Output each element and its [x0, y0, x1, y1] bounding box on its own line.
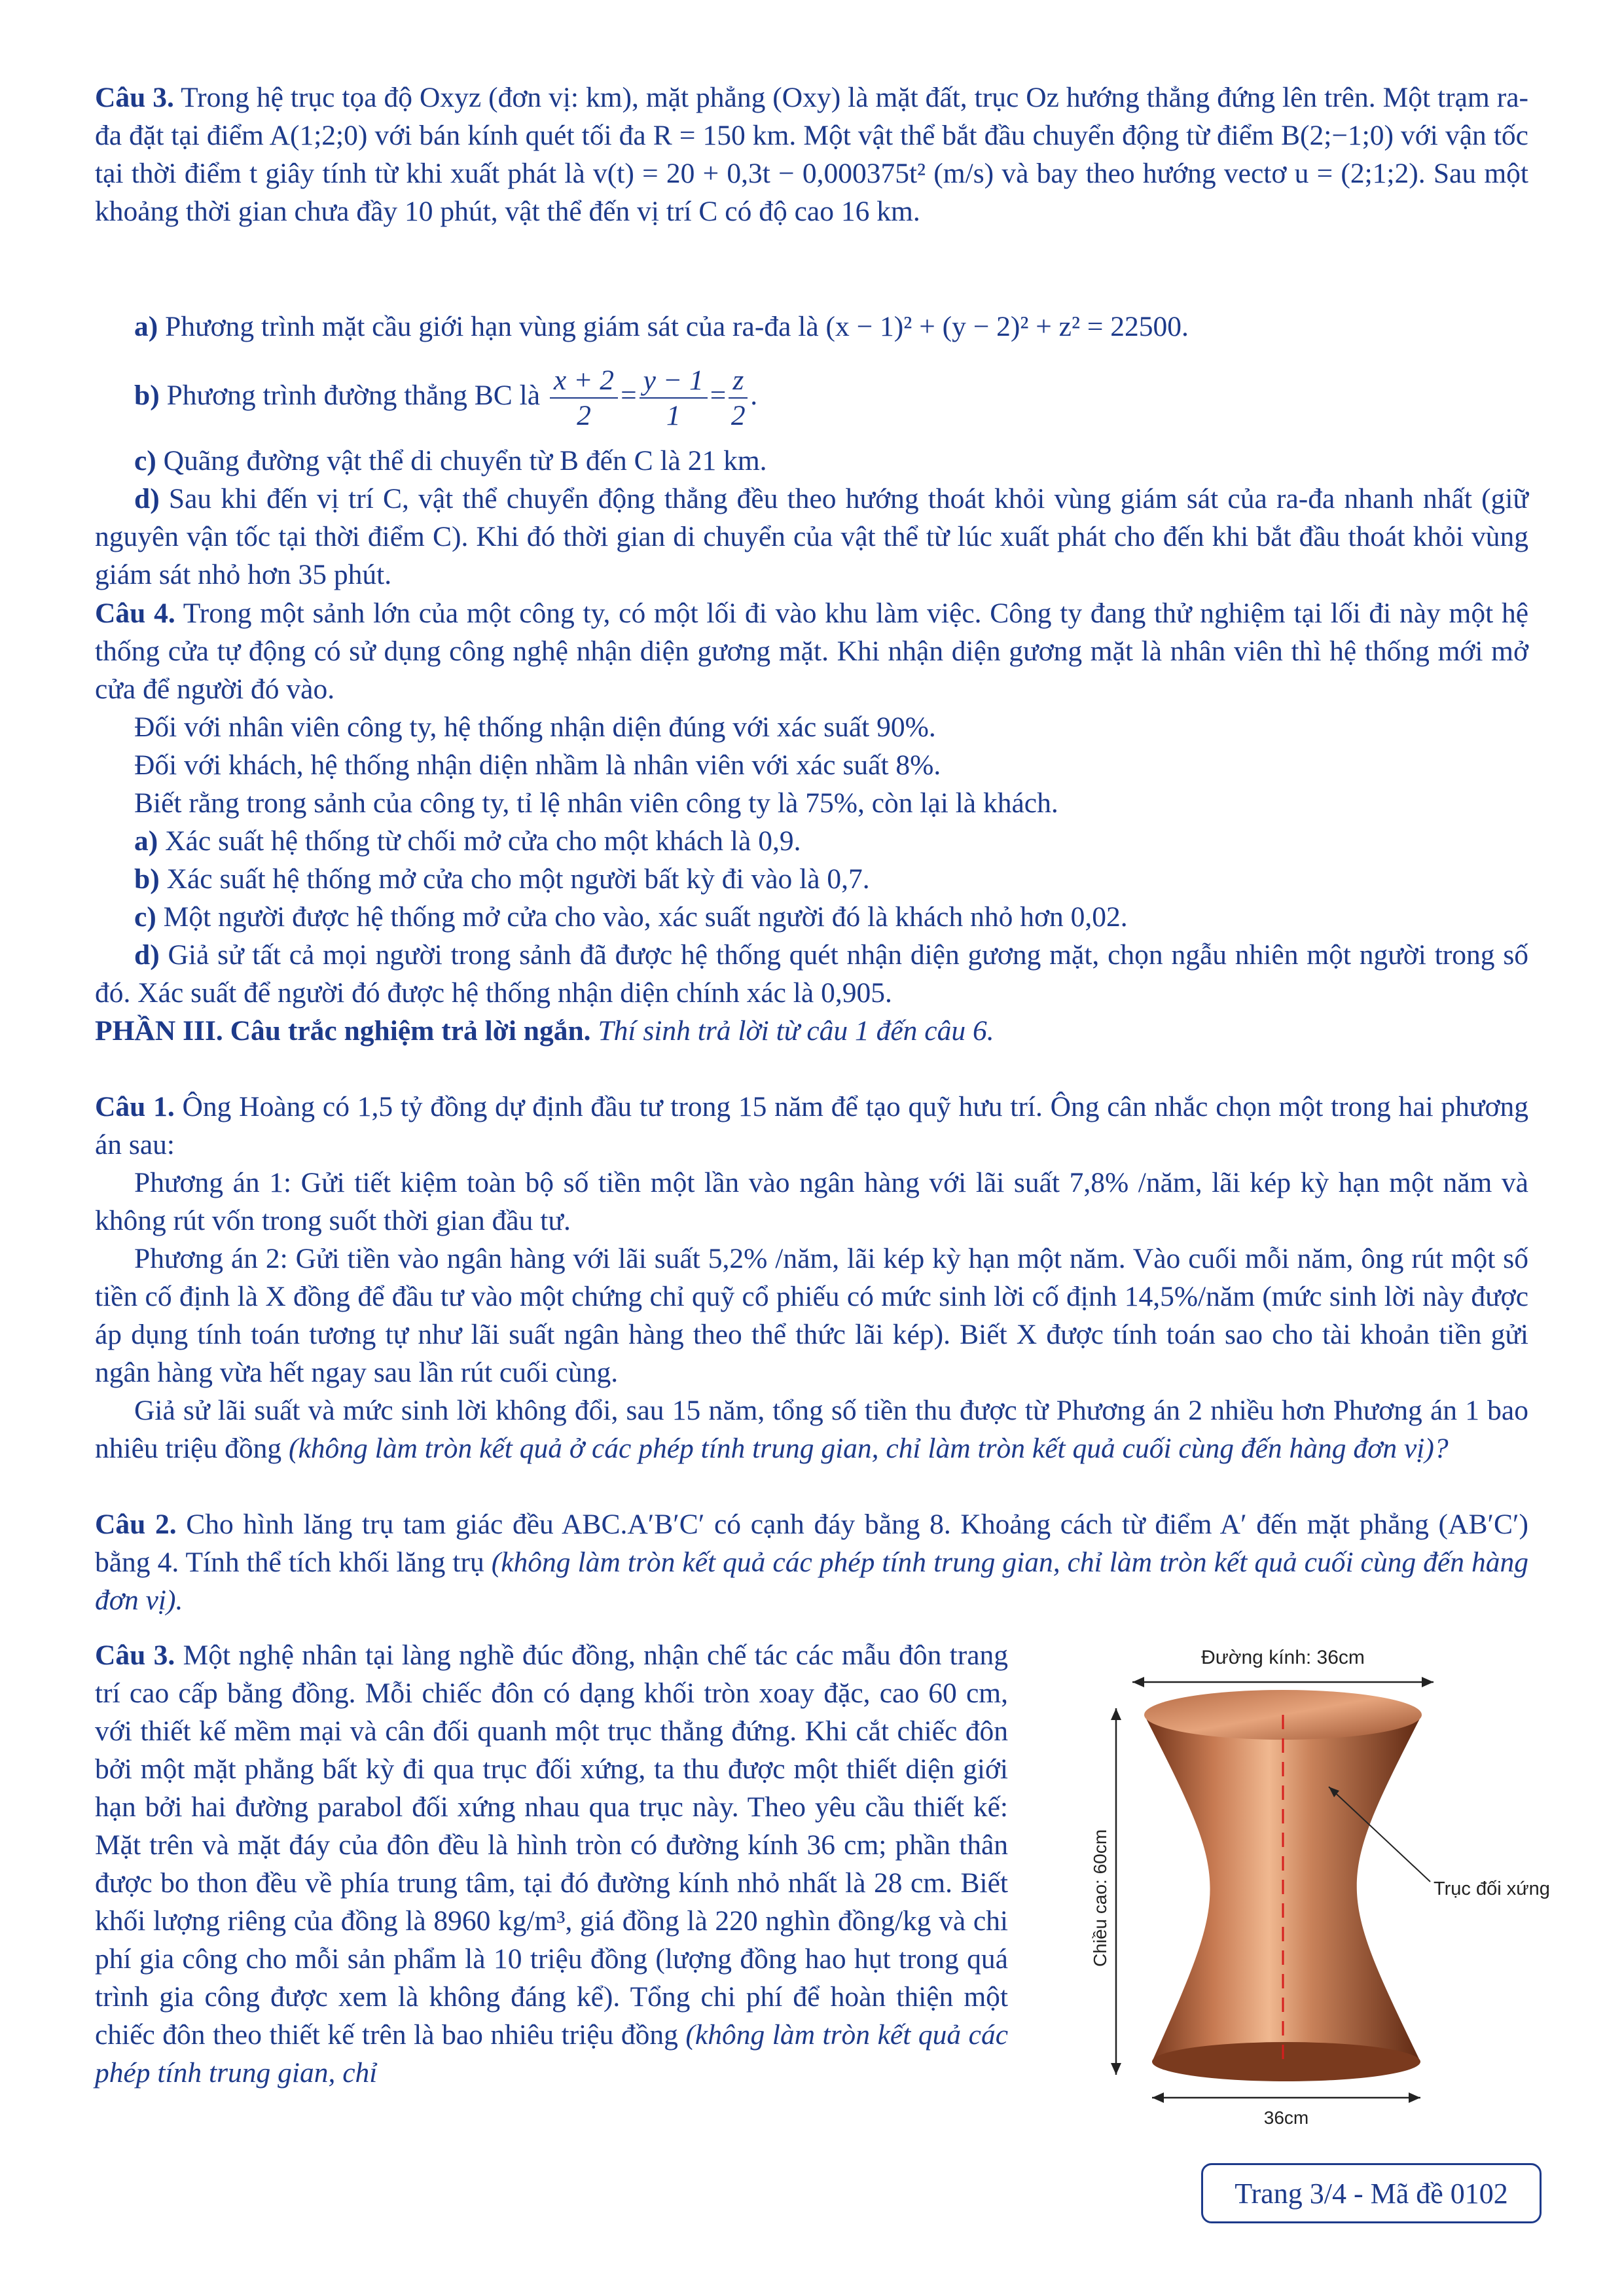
q3-d-text: Sau khi đến vị trí C, vật thể chuyển động thẳng đều theo hướng thoát khỏi vùng giám sát của ra-đa nhanh nhất (giữ nguyên vận tốc tại thời điểm C). Khi đó thời gian di chuyển của vật thể từ lúc xuất phát cho đến khi bắt đầu thoát khỏi vùng giám sát nhỏ hơn 35 phút. [95, 483, 1529, 590]
q3-b-label: b) [134, 379, 160, 411]
axis-label: Trục đối xứng [1434, 1878, 1550, 1899]
p3-q2-text: Cho hình lăng trụ tam giác đều ABC.A′B′C′ có cạnh đáy bằng 8. Khoảng cách từ điểm A′ đến mặt phẳng (AB′C′) bằng 4. Tính thể tích khối lăng trụ [95, 1509, 1528, 1578]
q4-line-3: Biết rằng trong sảnh của công ty, tỉ lệ nhân viên công ty là 75%, còn lại là khách. [134, 787, 1058, 819]
top-diameter-label: Đường kính: 36cm [1201, 1647, 1365, 1668]
q4-c-text: Một người được hệ thống mở cửa cho vào, xác suất người đó là khách nhỏ hơn 0,02. [163, 901, 1128, 933]
part-3-heading [95, 1012, 1528, 1050]
p3-q3-text: Một nghệ nhân tại làng nghề đúc đồng, nhận chế tác các mẫu đôn trang trí cao cấp bằng đồng. Mỗi chiếc đôn có dạng khối tròn xoay đặc, cao 60 cm, với thiết kế mềm mại và cân đối quanh một trục thẳng đứng. Khi cắt chiếc đôn bởi một mặt phẳng bất kỳ đi qua trục đối xứng, ta thu được một thiết diện giới hạn bởi hai đường parabol đối xứng nhau qua trục này. Theo yêu cầu thiết kế: Mặt trên và mặt đáy của đôn đều là hình tròn có đường kính 36 cm; phần thân được bo thon đều về phía trung tâm, tại đó đường kính nhỏ nhất là 28 cm. Biết khối lượng riêng của đồng là 8960 kg/m³, giá đồng là 220 nghìn đồng/kg và chi phí gia công cho mỗi sản phẩm là 10 triệu đồng (lượng đồng hao hụt trong quá trình gia công được xem là không đáng kể). Tổng chi phí để hoàn thiện một chiếc đôn theo thiết kế trên là bao nhiêu triệu đồng [95, 1640, 1009, 2051]
q3-a-text: Phương trình mặt cầu giới hạn vùng giám sát của ra-đa là (x − 1)² + (y − 2)² + z² = 22500. [165, 311, 1189, 342]
q4-b-text: Xác suất hệ thống mở cửa cho một người bất kỳ đi vào là 0,7. [166, 863, 870, 895]
q4-option-c [134, 898, 1528, 936]
height-arrow-top-icon [1111, 1708, 1121, 1720]
q4-text: Trong một sảnh lớn của một công ty, có một lối đi vào khu làm việc. Công ty đang thử nghiệm tại lối đi này một hệ thống cửa tự động có sử dụng công nghệ nhận diện gương mặt. Khi nhận diện gương mặt là nhân viên thì hệ thống mới mở cửa để người đó vào. [95, 598, 1529, 705]
p3-q2-label: Câu 2. [95, 1509, 177, 1540]
q4-intro [95, 594, 1528, 708]
q4-d-text: Giả sử tất cả mọi người trong sảnh đã được hệ thống quét nhận diện gương mặt, chọn ngẫu nhiên một người trong số đó. Xác suất để người đó được hệ thống nhận diện chính xác là 0,905. [95, 939, 1529, 1009]
q4-a-text: Xác suất hệ thống từ chối mở cửa cho một khách là 0,9. [165, 825, 801, 857]
p3-q1-option-2: Phương án 2: Gửi tiền vào ngân hàng với lãi suất 5,2% /năm, lãi kép kỳ hạn một năm. Vào cuối mỗi năm, ông rút một số tiền cố định là X đồng để đầu tư vào một chứng chỉ quỹ cổ phiếu có mức sinh lời cố định 14,5%/năm (mức sinh lời này được áp dụng tính toán tương tự như lãi suất ngân hàng theo thể thức lãi kép). Biết X được tính toán sao cho tài khoản tiền gửi ngân hàng vừa hết ngay sau lần rút cuối cùng. [95, 1243, 1528, 1388]
p3-q1-ask-text: Giả sử lãi suất và mức sinh lời không đổi, sau 15 năm, tổng số tiền thu được từ Phương án 2 nhiều hơn Phương án 1 bao nhiêu triệu đồng [95, 1395, 1528, 1464]
fraction-2: $\frac{y - 1}{1}$ [640, 363, 708, 433]
p3-q3 [95, 1636, 1008, 2092]
p3-q1-option-1: Phương án 1: Gửi tiết kiệm toàn bộ số tiền một lần vào ngân hàng với lãi suất 7,8% /năm, lãi kép kỳ hạn một năm và không rút vốn trong suốt thời gian đầu tư. [95, 1167, 1528, 1236]
stool-base [1152, 2042, 1420, 2081]
top-arrow-left-icon [1132, 1677, 1144, 1687]
q4-option-b [134, 860, 1528, 898]
p3-q1-label: Câu 1. [95, 1091, 175, 1122]
q4-label: Câu 4. [95, 598, 175, 629]
q3-text: Trong hệ trục tọa độ Oxyz (đơn vị: km), mặt phẳng (Oxy) là mặt đất, trục Oz hướng thẳng đứng lên trên. Một trạm ra-đa đặt tại điểm A(1;2;0) với bán kính quét tối đa R = 150 km. Một vật thể bắt đầu chuyển động từ điểm B(2;−1;0) với vận tốc tại thời điểm t giây tính từ khi xuất phát là v(t) = 20 + 0,3t − 0,000375t² (m/s) và bay theo hướng vectơ u = (2;1;2). Sau một khoảng thời gian chưa đầy 10 phút, vật thể đến vị trí C có độ cao 16 km. [95, 82, 1528, 227]
p3-q2-note: (không làm tròn kết quả các phép tính trung gian, chỉ làm tròn kết quả cuối cùng đến hàng đơn vị). [95, 1547, 1528, 1616]
q3-d-label: d) [134, 483, 160, 514]
p3-q2 [95, 1505, 1528, 1619]
q4-a-label: a) [134, 825, 158, 857]
part-3-note: Thí sinh trả lời từ câu 1 đến câu 6. [598, 1015, 994, 1047]
top-arrow-right-icon [1422, 1677, 1434, 1687]
q3-option-c [134, 442, 1528, 480]
q4-c-label: c) [134, 901, 156, 933]
q3-c-label: c) [134, 445, 156, 476]
q3-a-label: a) [134, 311, 158, 342]
fraction-3: $\frac{z}{2}$ [729, 363, 748, 433]
bottom-diameter-label: 36cm [1263, 2108, 1309, 2128]
q4-line-1: Đối với nhân viên công ty, hệ thống nhận diện đúng với xác suất 90%. [134, 711, 936, 743]
q3-option-a [134, 308, 1528, 346]
page-number: Trang 3/4 - Mã đề 0102 [1235, 2177, 1508, 2210]
page-footer [1201, 2163, 1542, 2223]
q3-b-text: Phương trình đường thẳng BC là [166, 379, 541, 411]
q3-label: Câu 3. [95, 82, 174, 113]
p3-q3-label: Câu 3. [95, 1640, 175, 1671]
q4-option-a [134, 822, 1528, 860]
q4-b-label: b) [134, 863, 160, 895]
stool-figure [1067, 1636, 1578, 2134]
bottom-arrow-right-icon [1409, 2092, 1420, 2103]
p3-q1-ask [95, 1391, 1528, 1467]
height-arrow-bottom-icon [1111, 2063, 1121, 2075]
bottom-arrow-left-icon [1152, 2092, 1164, 2103]
p3-q3-note: (không làm tròn kết quả các phép tính trung gian, chỉ [95, 2019, 1008, 2089]
part-3-title: PHẦN III. Câu trắc nghiệm trả lời ngắn. [95, 1015, 591, 1047]
q3-intro [95, 79, 1528, 230]
q4-line-2: Đối với khách, hệ thống nhận diện nhầm là nhân viên với xác suất 8%. [134, 749, 941, 781]
q4-option-d [95, 936, 1528, 1012]
q3-option-d [95, 480, 1528, 594]
q4-d-label: d) [134, 939, 160, 971]
fraction-1: $\frac{x + 2}{2}$ [550, 363, 618, 433]
p3-q1-intro [95, 1088, 1528, 1164]
q3-c-text: Quãng đường vật thể di chuyển từ B đến C là 21 km. [163, 445, 767, 476]
height-label: Chiều cao: 60cm [1090, 1829, 1110, 1967]
p3-q1-text: Ông Hoàng có 1,5 tỷ đồng dự định đầu tư trong 15 năm để tạo quỹ hưu trí. Ông cân nhắc chọn một trong hai phương án sau: [95, 1091, 1529, 1160]
q3-option-b: b) Phương trình đường thẳng BC là $\frac{x + 2}{2}$ = $\frac{y - 1}{1}$ = $\frac{z}{2}$ . [134, 365, 758, 431]
p3-q1-ask-note: (không làm tròn kết quả ở các phép tính trung gian, chỉ làm tròn kết quả cuối cùng đến hàng đơn vị)? [288, 1433, 1449, 1464]
